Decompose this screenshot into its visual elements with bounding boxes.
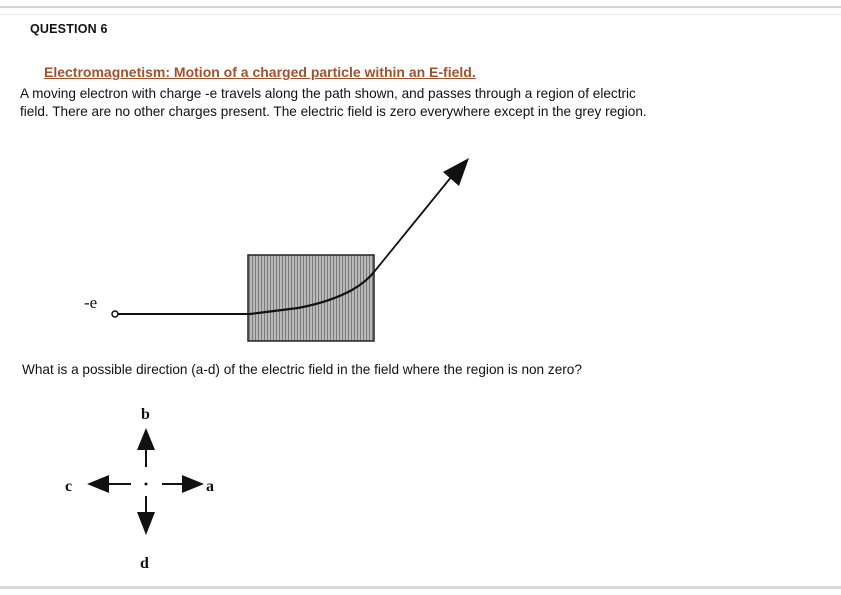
grey-field-region bbox=[248, 255, 374, 341]
electron-path-exit bbox=[374, 176, 452, 272]
electron-path-diagram bbox=[84, 158, 469, 341]
question-prompt: What is a possible direction (a-d) of the electric field in the field where the region is non zero? bbox=[22, 362, 582, 377]
arrow-c-head bbox=[87, 475, 109, 493]
question-label: QUESTION 6 bbox=[30, 22, 108, 36]
question-text-line-1: A moving electron with charge -e travels along the path shown, and passes through a region of electric bbox=[20, 86, 636, 101]
option-a-label: a bbox=[206, 478, 214, 495]
question-text-line-2: field. There are no other charges present. The electric field is zero everywhere except in the grey region. bbox=[20, 104, 647, 119]
option-d-label: d bbox=[140, 555, 149, 572]
bottom-rule bbox=[0, 586, 841, 589]
direction-options bbox=[65, 406, 214, 572]
electron-label: -e bbox=[84, 293, 98, 312]
electron-dot bbox=[112, 311, 118, 317]
arrow-a-head bbox=[182, 475, 204, 493]
topic-heading: Electromagnetism: Motion of a charged particle within an E-field. bbox=[44, 64, 476, 80]
arrows-center-dot bbox=[145, 483, 148, 486]
option-c-label: c bbox=[65, 478, 73, 495]
arrow-d-head bbox=[137, 512, 155, 535]
arrow-b-head bbox=[137, 428, 155, 450]
option-b-label: b bbox=[141, 406, 150, 423]
